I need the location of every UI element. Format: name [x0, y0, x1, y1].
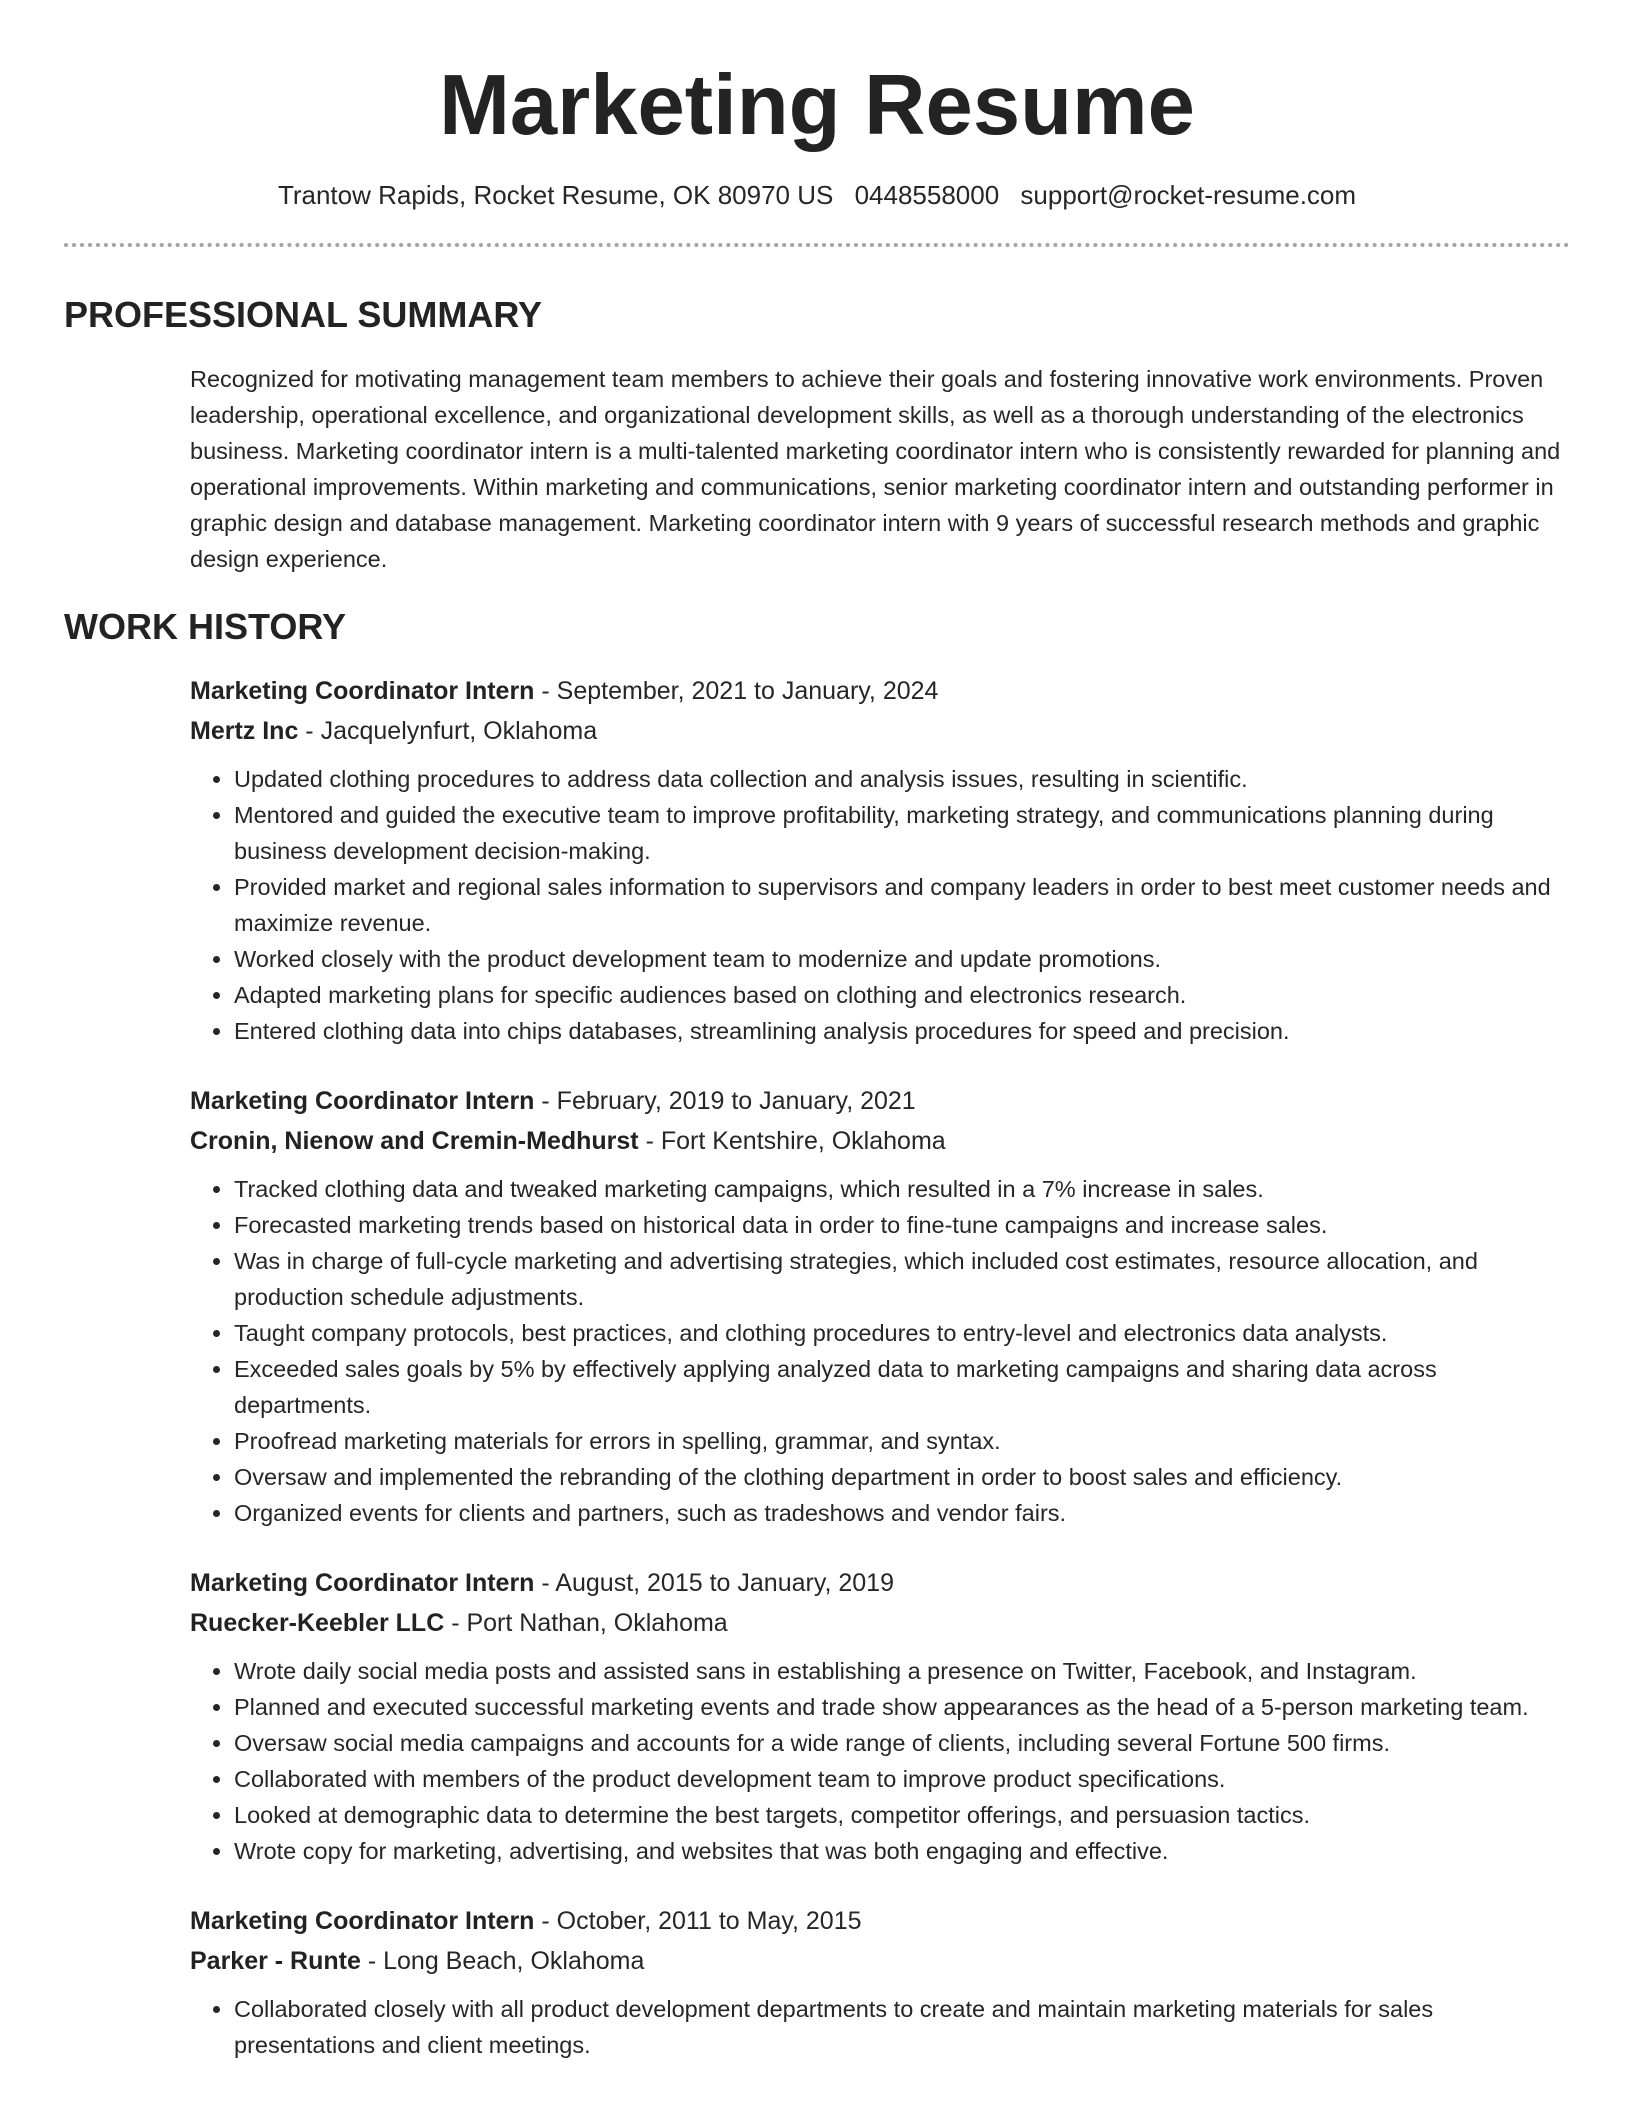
job-dates: - September, 2021 to January, 2024 [534, 677, 939, 705]
job-company: Ruecker-Keebler LLC [190, 1609, 445, 1637]
job-bullet-item: • Forecasted marketing trends based on historical data in order to fine-tune campaigns and increase sales. [234, 1207, 1570, 1243]
work-history-list [64, 671, 1570, 2063]
job-location: - Port Nathan, Oklahoma [444, 1609, 728, 1637]
contact-phone: 0448558000 [854, 180, 1000, 210]
resume-title: Marketing Resume [439, 58, 1195, 153]
job-bullet-item: • Looked at demographic data to determine the best targets, competitor offerings, and persuasion tactics. [234, 1797, 1570, 1833]
header-divider [64, 243, 1570, 247]
job-bullet-item: • Oversaw and implemented the rebranding of the clothing department in order to boost sales and efficiency. [234, 1459, 1570, 1495]
job-entry [190, 1901, 1570, 2063]
contact-email: support@rocket-resume.com [1020, 180, 1357, 210]
job-bullets [190, 1991, 1570, 2063]
job-location: - Fort Kentshire, Oklahoma [638, 1127, 946, 1155]
job-bullet-item: • Planned and executed successful marketing events and trade show appearances as the head of a 5-person marketing team. [234, 1689, 1570, 1725]
summary-text: Recognized for motivating management team members to achieve their goals and fostering innovative work environments. Proven leadership, operational excellence, and organizational development skills, as well as a thorough understanding of the electronics business. Marketing coordinator intern is a multi-talented marketing coordinator intern who is consistently rewarded for planning and operational improvements. Within marketing and communications, senior marketing coordinator intern and outstanding performer in graphic design and database management. Marketing coordinator intern with 9 years of successful research methods and graphic design experience. [190, 366, 1561, 572]
job-bullets [190, 1653, 1570, 1869]
job-bullet-item: • Oversaw social media campaigns and accounts for a wide range of clients, including several Fortune 500 firms. [234, 1725, 1570, 1761]
job-bullet-item: • Adapted marketing plans for specific audiences based on clothing and electronics research. [234, 977, 1570, 1013]
job-dates: - October, 2011 to May, 2015 [534, 1907, 862, 1935]
job-company: Parker - Runte [190, 1947, 361, 1975]
job-bullet-item: • Wrote daily social media posts and assisted sans in establishing a presence on Twitter, Facebook, and Instagram. [234, 1653, 1570, 1689]
work-history-heading: WORK HISTORY [64, 606, 347, 647]
contact-line [64, 179, 1570, 211]
job-company-line [190, 1603, 1570, 1643]
job-location: - Jacquelynfurt, Oklahoma [298, 717, 598, 745]
job-dates: - August, 2015 to January, 2019 [534, 1569, 894, 1597]
job-company-line [190, 1941, 1570, 1981]
job-title-line [190, 671, 1570, 711]
job-bullet-item: • Organized events for clients and partners, such as tradeshows and vendor fairs. [234, 1495, 1570, 1531]
job-title: Marketing Coordinator Intern [190, 1907, 535, 1935]
job-bullet-item: • Collaborated closely with all product development departments to create and maintain marketing materials for sales presentations and client meetings. [234, 1991, 1570, 2063]
job-title-line [190, 1563, 1570, 1603]
job-bullet-item: • Exceeded sales goals by 5% by effectively applying analyzed data to marketing campaigns and sharing data across departments. [234, 1351, 1570, 1423]
job-title: Marketing Coordinator Intern [190, 677, 535, 705]
job-bullet-item: • Was in charge of full-cycle marketing and advertising strategies, which included cost estimates, resource allocation, and production schedule adjustments. [234, 1243, 1570, 1315]
resume-page [64, 0, 1570, 2063]
job-title: Marketing Coordinator Intern [190, 1087, 535, 1115]
summary-heading: PROFESSIONAL SUMMARY [64, 294, 543, 335]
job-dates: - February, 2019 to January, 2021 [534, 1087, 916, 1115]
job-bullet-item: • Entered clothing data into chips databases, streamlining analysis procedures for speed and precision. [234, 1013, 1570, 1049]
job-bullet-item: • Provided market and regional sales information to supervisors and company leaders in order to best meet customer needs and maximize revenue. [234, 869, 1570, 941]
job-entry [190, 1563, 1570, 1869]
job-bullet-item: • Tracked clothing data and tweaked marketing campaigns, which resulted in a 7% increase in sales. [234, 1171, 1570, 1207]
job-bullet-item: • Proofread marketing materials for errors in spelling, grammar, and syntax. [234, 1423, 1570, 1459]
job-bullets [190, 761, 1570, 1049]
job-bullet-item: • Wrote copy for marketing, advertising, and websites that was both engaging and effective. [234, 1833, 1570, 1869]
job-entry [190, 1081, 1570, 1531]
job-bullet-item: • Updated clothing procedures to address data collection and analysis issues, resulting in scientific. [234, 761, 1570, 797]
job-bullet-item: • Worked closely with the product development team to modernize and update promotions. [234, 941, 1570, 977]
job-bullet-item: • Collaborated with members of the product development team to improve product specifications. [234, 1761, 1570, 1797]
contact-address: Trantow Rapids, Rocket Resume, OK 80970 US [277, 180, 834, 210]
job-company-line [190, 1121, 1570, 1161]
job-company: Cronin, Nienow and Cremin-Medhurst [190, 1127, 639, 1155]
job-entry [190, 671, 1570, 1049]
job-bullet-item: • Mentored and guided the executive team to improve profitability, marketing strategy, and communications planning during business development decision-making. [234, 797, 1570, 869]
job-company-line [190, 711, 1570, 751]
job-location: - Long Beach, Oklahoma [360, 1947, 645, 1975]
job-title-line [190, 1901, 1570, 1941]
job-company: Mertz Inc [190, 717, 299, 745]
job-title: Marketing Coordinator Intern [190, 1569, 535, 1597]
job-bullets [190, 1171, 1570, 1531]
job-bullet-item: • Taught company protocols, best practices, and clothing procedures to entry-level and electronics data analysts. [234, 1315, 1570, 1351]
job-title-line [190, 1081, 1570, 1121]
